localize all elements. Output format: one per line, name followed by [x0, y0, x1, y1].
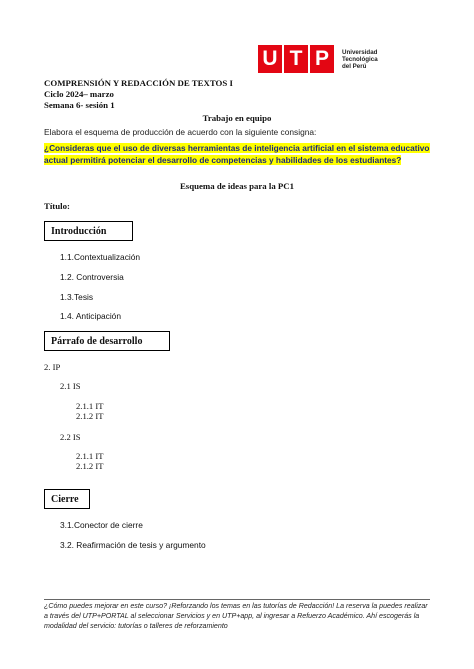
section-box-closing: Cierre [44, 489, 90, 509]
footer-divider [44, 599, 430, 600]
question-text: ¿Consideras que el uso de diversas herramientas de inteligencia artificial en el sistema educativo actual permitirá potenciar el desarrollo de competencias y habilidades de los estudiantes? [44, 143, 430, 165]
dev-it-1a: 2.1.1 IT [76, 401, 104, 411]
closing-item-1: 3.1.Conector de cierre [60, 520, 143, 530]
course-name: COMPRENSIÓN Y REDACCIÓN DE TEXTOS I [44, 78, 233, 88]
cycle-line: Ciclo 2024– marzo [44, 89, 114, 99]
question-highlight [44, 142, 434, 166]
closing-item-2: 3.2. Reafirmación de tesis y argumento [60, 540, 206, 550]
section-box-development: Párrafo de desarrollo [44, 331, 170, 351]
section-box-intro: Introducción [44, 221, 133, 241]
intro-item-3: 1.3.Tesis [60, 292, 94, 302]
dev-is-2: 2.2 IS [60, 432, 81, 442]
logo-letter-u: U [258, 45, 282, 73]
utp-logo [258, 45, 378, 73]
page-title: Trabajo en equipo [202, 113, 272, 123]
logo-letter-p: P [310, 45, 334, 73]
intro-item-4: 1.4. Anticipación [60, 311, 121, 321]
scheme-title: Esquema de ideas para la PC1 [179, 181, 295, 191]
dev-it-2b: 2.1.2 IT [76, 461, 104, 471]
dev-is-1: 2.1 IS [60, 381, 81, 391]
intro-item-2: 1.2. Controversia [60, 272, 124, 282]
intro-item-1: 1.1.Contextualización [60, 252, 141, 262]
dev-ip: 2. IP [44, 362, 61, 372]
dev-it-1b: 2.1.2 IT [76, 411, 104, 421]
dev-it-2a: 2.1.1 IT [76, 451, 104, 461]
week-line: Semana 6- sesión 1 [44, 100, 115, 110]
titulo-label: Título: [44, 201, 70, 211]
logo-university-name: Universidad Tecnológica del Perú [342, 48, 378, 70]
logo-letter-t: T [284, 45, 308, 73]
footer-note: ¿Cómo puedes mejorar en este curso? ¡Reforzando los temas en las tutorías de Redacción! La reserva la puedes realizar a través del UTP+PORTAL al seleccionar Servicios y en UTP+app, al ingresar a Refuerzo Académico. Ahí escogerás la modalidad del servicio: tutorías o talleres de reforzamiento [44, 602, 428, 630]
instruction-text: Elabora el esquema de producción de acuerdo con la siguiente consigna: [44, 127, 317, 137]
